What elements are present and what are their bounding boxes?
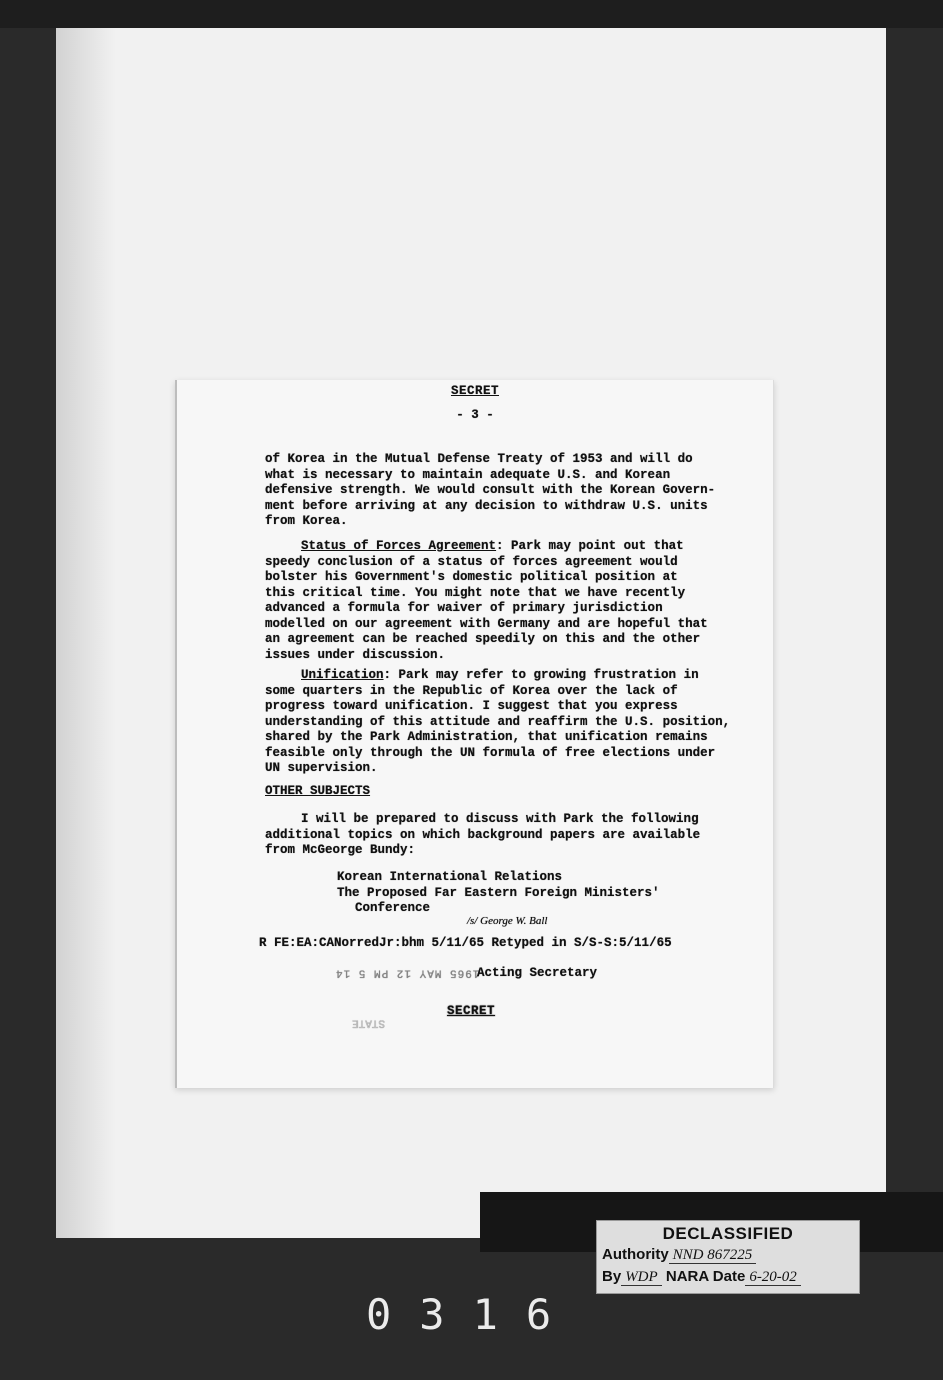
- authority-label: Authority: [602, 1246, 669, 1263]
- text-line: from McGeorge Bundy:: [265, 843, 416, 857]
- frame-number: 0316: [366, 1290, 580, 1339]
- signature-line: /s/ George W. Ball: [467, 915, 548, 927]
- by-label: By: [602, 1268, 622, 1285]
- text-fragment: : Park may refer to growing frustration in: [383, 668, 699, 682]
- document-body: [177, 380, 773, 1088]
- page-number: - 3 -: [456, 408, 494, 422]
- document-page: [175, 380, 774, 1088]
- section-heading-other-subjects: OTHER SUBJECTS: [265, 784, 371, 798]
- list-item: The Proposed Far Eastern Foreign Ministers': [337, 885, 660, 900]
- text-fragment: : Park may point out that: [496, 539, 684, 553]
- text-line: advanced a formula for waiver of primary jurisdiction: [265, 601, 663, 615]
- text-line: this critical time. You might note that we have recently: [265, 585, 686, 600]
- by-row: [602, 1268, 801, 1286]
- authority-value: NND 867225: [669, 1247, 757, 1264]
- text-line: [265, 539, 725, 555]
- text-line: progress toward unification. I suggest that you express: [265, 699, 678, 713]
- faint-stamp: STATE: [352, 1016, 386, 1029]
- paragraph-additional-topics: [265, 812, 725, 859]
- sheet-shadow: [56, 28, 116, 1238]
- text-line: additional topics on which background papers are available: [265, 827, 701, 842]
- signer-title: Acting Secretary: [477, 966, 598, 980]
- paragraph-defense-treaty: [265, 452, 725, 530]
- text-line: from Korea.: [265, 514, 348, 528]
- by-value: WDP: [621, 1269, 662, 1286]
- text-line: defensive strength. We would consult with the Korean Govern-: [265, 483, 716, 497]
- received-stamp: 1965 MAY 12 PM 5 14: [335, 966, 480, 979]
- list-item: Korean International Relations: [337, 870, 563, 884]
- text-line: what is necessary to maintain adequate U.S. and Korean: [265, 467, 671, 482]
- list-item: Conference: [355, 901, 431, 915]
- section-heading-status-of-forces: Status of Forces Agreement: [301, 539, 497, 553]
- text-line: UN supervision.: [265, 761, 378, 775]
- text-line: modelled on our agreement with Germany and are hopeful that: [265, 616, 708, 631]
- classification-footer: SECRET: [447, 1004, 496, 1018]
- authority-row: [602, 1246, 756, 1264]
- text-line: some quarters in the Republic of Korea over the lack of: [265, 683, 678, 698]
- date-value: 6-20-02: [745, 1269, 801, 1286]
- text-line: [265, 668, 725, 684]
- paragraph-unification: [265, 668, 731, 777]
- paragraph-status-of-forces: [265, 539, 725, 663]
- section-heading-unification: Unification: [301, 668, 384, 682]
- text-line: feasible only through the UN formula of free elections under: [265, 745, 716, 760]
- text-line: ment before arriving at any decision to withdraw U.S. units: [265, 498, 708, 513]
- declassification-label: [596, 1220, 860, 1294]
- text-line: shared by the Park Administration, that unification remains: [265, 730, 708, 744]
- topic-list: [337, 870, 797, 917]
- text-line: issues under discussion.: [265, 647, 446, 662]
- film-border-top: [0, 0, 943, 28]
- text-line: I will be prepared to discuss with Park the following: [301, 812, 699, 826]
- text-line: speedy conclusion of a status of forces agreement would: [265, 554, 678, 569]
- drafting-line: R FE:EA:CANorredJr:bhm 5/11/65 Retyped in S/S-S:5/11/65: [259, 936, 672, 950]
- text-line: of Korea in the Mutual Defense Treaty of 1953 and will do: [265, 452, 693, 466]
- nara-date-label: NARA Date: [665, 1268, 746, 1285]
- text-line: an agreement can be reached speedily on this and the other: [265, 632, 701, 646]
- classification-header: SECRET: [450, 384, 499, 398]
- declassified-title: DECLASSIFIED: [662, 1224, 794, 1243]
- text-line: bolster his Government's domestic political position at: [265, 570, 678, 584]
- text-line: understanding of this attitude and reaffirm the U.S. position,: [265, 714, 731, 729]
